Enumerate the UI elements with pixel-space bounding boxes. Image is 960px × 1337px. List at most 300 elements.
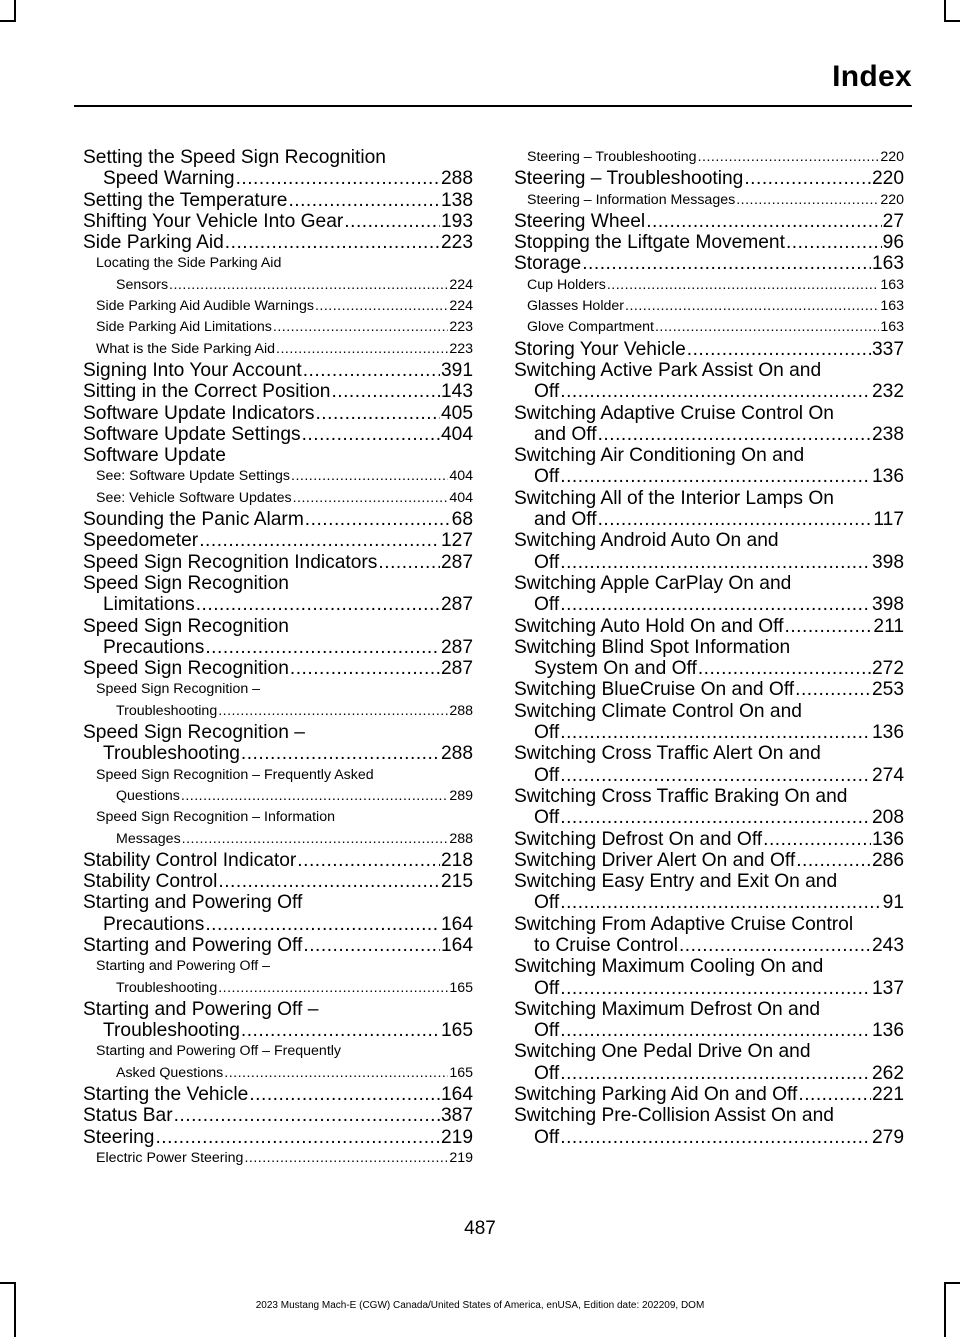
entry-page-number: 219 <box>449 1149 473 1166</box>
entry-page-number: 223 <box>440 232 473 254</box>
dot-leader <box>796 850 871 871</box>
dot-leader <box>244 1148 448 1169</box>
entry-text: Limitations <box>103 594 195 616</box>
entry-text: Locating the Side Parking Aid <box>96 255 282 272</box>
entry-text: Troubleshooting <box>103 1020 240 1042</box>
entry-text: Sounding the Panic Alarm <box>83 509 304 531</box>
entry-text: Stability Control <box>83 871 218 893</box>
entry-page-number: 164 <box>440 1084 473 1106</box>
dot-leader <box>560 552 871 573</box>
index-entry <box>83 722 473 765</box>
dot-leader <box>174 1105 440 1126</box>
entry-page-number: 224 <box>449 276 473 293</box>
entry-page-number: 218 <box>440 849 473 871</box>
entry-text: Starting the Vehicle <box>83 1084 249 1106</box>
dot-leader <box>276 339 448 360</box>
index-entry <box>514 637 904 680</box>
dot-leader <box>305 509 451 530</box>
index-entry <box>83 935 473 956</box>
dot-leader <box>560 1063 871 1084</box>
index-subentry <box>514 317 904 338</box>
index-entry <box>83 232 473 253</box>
entry-text: Switching Android Auto On and <box>514 530 779 552</box>
entry-text: Signing Into Your Account <box>83 359 302 381</box>
entry-text: Speed Sign Recognition – Frequently Asked <box>96 766 374 783</box>
entry-page-number: 164 <box>440 913 473 935</box>
dot-leader <box>241 1020 440 1041</box>
index-entry <box>83 999 473 1042</box>
entry-text: Off <box>534 807 560 829</box>
entry-page-number: 136 <box>871 722 904 744</box>
dot-leader <box>182 829 449 850</box>
entry-page-number: 404 <box>440 423 473 445</box>
entry-page-number: 165 <box>449 979 473 996</box>
entry-page-number: 215 <box>440 871 473 893</box>
entry-text: See: Software Update Settings <box>96 468 291 485</box>
dot-leader <box>181 786 448 807</box>
entry-page-number: 287 <box>440 551 473 573</box>
entry-text: Switching Parking Aid On and Off <box>514 1084 798 1106</box>
dot-leader <box>291 466 448 487</box>
index-entry <box>83 403 473 424</box>
entry-page-number: 286 <box>871 849 904 871</box>
dot-leader <box>607 275 879 296</box>
entry-text: Troubleshooting <box>116 702 218 719</box>
entry-page-number: 127 <box>440 530 473 552</box>
entry-page-number: 262 <box>871 1062 904 1084</box>
entry-text: Off <box>534 1020 560 1042</box>
dot-leader <box>273 317 448 338</box>
dot-leader <box>785 616 873 637</box>
entry-text: System On and Off <box>534 658 697 680</box>
entry-text: Speed Sign Recognition – <box>96 681 261 698</box>
entry-text: What is the Side Parking Aid <box>96 340 276 357</box>
entry-text: Cup Holders <box>527 276 606 293</box>
dot-leader <box>786 232 882 253</box>
dot-leader <box>199 530 440 551</box>
entry-page-number: 337 <box>871 338 904 360</box>
dot-leader <box>763 829 871 850</box>
entry-text: Speed Sign Recognition <box>83 572 289 594</box>
entry-text: Speed Sign Recognition <box>83 615 289 637</box>
entry-text: Glasses Holder <box>527 298 624 315</box>
entry-page-number: 274 <box>871 764 904 786</box>
entry-text: Side Parking Aid <box>83 232 224 254</box>
entry-text: Switching Blind Spot Information <box>514 636 791 658</box>
index-entry <box>514 1105 904 1148</box>
entry-text: Switching BlueCruise On and Off <box>514 679 795 701</box>
entry-page-number: 238 <box>871 423 904 445</box>
dot-leader <box>293 488 449 509</box>
index-entry <box>83 1127 473 1148</box>
entry-text: Software Update Settings <box>83 423 301 445</box>
entry-page-number: 220 <box>871 168 904 190</box>
entry-page-number: 138 <box>440 189 473 211</box>
entry-page-number: 223 <box>449 319 473 336</box>
entry-text: Steering Wheel <box>514 210 646 232</box>
index-entry <box>514 488 904 531</box>
entry-page-number: 287 <box>440 636 473 658</box>
index-column-left <box>83 147 473 1169</box>
page-number: 487 <box>464 1218 496 1239</box>
index-entry <box>514 850 904 871</box>
entry-text: Steering – Troubleshooting <box>527 149 697 165</box>
entry-page-number: 137 <box>871 977 904 999</box>
crop-mark-top-left-horizontal <box>0 20 16 22</box>
index-entry <box>83 850 473 871</box>
index-subentry <box>83 339 473 360</box>
entry-text: Side Parking Aid Audible Warnings <box>96 298 314 315</box>
index-entry <box>83 1105 473 1126</box>
dot-leader <box>679 935 871 956</box>
entry-text: Switching All of the Interior Lamps On <box>514 487 834 509</box>
index-entry <box>83 509 473 530</box>
index-entry <box>514 871 904 914</box>
entry-text: Switching Maximum Defrost On and <box>514 998 821 1020</box>
entry-page-number: 287 <box>440 658 473 680</box>
dot-leader <box>169 275 448 296</box>
entry-page-number: 404 <box>449 468 473 485</box>
index-entry <box>83 381 473 402</box>
entry-text: Troubleshooting <box>116 979 218 996</box>
entry-text: Speed Sign Recognition Indicators <box>83 551 378 573</box>
entry-text: Starting and Powering Off – Frequently <box>96 1043 342 1060</box>
entry-text: Software Update <box>83 445 226 467</box>
index-entry <box>83 892 473 935</box>
entry-page-number: 232 <box>871 381 904 403</box>
crop-mark-top-right-horizontal <box>944 20 960 22</box>
index-entry <box>514 956 904 999</box>
entry-text: Off <box>534 764 560 786</box>
entry-text: and Off <box>534 509 597 531</box>
entry-page-number: 224 <box>449 298 473 315</box>
index-subentry <box>83 296 473 317</box>
entry-text: Off <box>534 892 560 914</box>
entry-text: Setting the Temperature <box>83 189 288 211</box>
index-entry <box>514 232 904 253</box>
index-subentry <box>83 807 473 850</box>
entry-text: Electric Power Steering <box>96 1149 244 1166</box>
entry-text: Switching Cross Traffic Braking On and <box>514 785 848 807</box>
entry-page-number: 164 <box>440 934 473 956</box>
entry-text: Sensors <box>116 276 169 293</box>
entry-page-number: 221 <box>871 1084 904 1106</box>
dot-leader <box>560 1127 871 1148</box>
entry-text: Switching Pre-Collision Assist On and <box>514 1105 834 1127</box>
dot-leader <box>155 1127 440 1148</box>
entry-page-number: 405 <box>440 402 473 424</box>
dot-leader <box>378 552 440 573</box>
entry-text: Asked Questions <box>116 1064 224 1081</box>
index-entry <box>514 1084 904 1105</box>
dot-leader <box>303 935 440 956</box>
index-entry <box>514 786 904 829</box>
index-entry <box>514 701 904 744</box>
entry-text: Steering – Troubleshooting <box>514 168 744 190</box>
dot-leader <box>196 594 440 615</box>
entry-text: Off <box>534 466 560 488</box>
index-subentry <box>83 317 473 338</box>
entry-page-number: 272 <box>871 658 904 680</box>
entry-text: Sitting in the Correct Position <box>83 381 331 403</box>
entry-text: Switching Maximum Cooling On and <box>514 956 824 978</box>
entry-text: Shifting Your Vehicle Into Gear <box>83 210 344 232</box>
header-divider <box>74 105 912 107</box>
entry-text: Starting and Powering Off – <box>96 958 271 975</box>
dot-leader <box>687 339 871 360</box>
index-entry <box>83 190 473 211</box>
dot-leader <box>560 978 871 999</box>
entry-text: Switching Climate Control On and <box>514 700 802 722</box>
index-entry <box>83 147 473 190</box>
page-title: Index <box>832 60 912 93</box>
entry-page-number: 117 <box>873 509 904 531</box>
dot-leader <box>560 892 881 913</box>
dot-leader <box>302 424 440 445</box>
entry-page-number: 288 <box>449 702 473 719</box>
index-entry <box>514 403 904 446</box>
entry-page-number: 288 <box>440 743 473 765</box>
entry-page-number: 391 <box>440 359 473 381</box>
entry-text: Speedometer <box>83 530 199 552</box>
index-subentry <box>514 296 904 317</box>
entry-text: Storing Your Vehicle <box>514 338 686 360</box>
entry-text: Off <box>534 977 560 999</box>
index-entry <box>514 445 904 488</box>
entry-text: and Off <box>534 423 597 445</box>
entry-text: Glove Compartment <box>527 319 654 336</box>
entry-page-number: 288 <box>440 168 473 190</box>
entry-page-number: 223 <box>449 340 473 357</box>
entry-text: Messages <box>116 830 181 847</box>
entry-text: Setting the Speed Sign Recognition <box>83 147 386 168</box>
index-subentry <box>83 488 473 509</box>
entry-text: Steering <box>83 1126 155 1148</box>
entry-page-number: 165 <box>449 1064 473 1081</box>
entry-text: Switching Defrost On and Off <box>514 828 763 850</box>
dot-leader <box>205 637 440 658</box>
dot-leader <box>288 190 440 211</box>
entry-text: Switching Cross Traffic Alert On and <box>514 743 821 765</box>
index-entry <box>514 168 904 189</box>
dot-leader <box>698 658 871 679</box>
crop-mark-bottom-left-horizontal <box>0 1282 16 1284</box>
entry-page-number: 193 <box>440 210 473 232</box>
entry-page-number: 404 <box>449 489 473 506</box>
dot-leader <box>736 190 879 211</box>
entry-page-number: 96 <box>882 232 904 254</box>
entry-text: Starting and Powering Off <box>83 934 303 956</box>
entry-text: Starting and Powering Off <box>83 892 303 914</box>
crop-mark-top-left-vertical <box>14 0 16 22</box>
index-entry <box>514 211 904 232</box>
dot-leader <box>331 381 440 402</box>
index-entry <box>514 253 904 274</box>
entry-page-number: 398 <box>871 551 904 573</box>
entry-text: Switching Auto Hold On and Off <box>514 615 784 637</box>
entry-text: Troubleshooting <box>103 743 240 765</box>
dot-leader <box>297 850 440 871</box>
entry-page-number: 91 <box>882 892 904 914</box>
entry-text: Steering – Information Messages <box>527 191 736 208</box>
index-subentry <box>514 190 904 211</box>
entry-page-number: 163 <box>871 253 904 275</box>
dot-leader <box>236 168 440 189</box>
index-subentry <box>83 1148 473 1169</box>
entry-page-number: 143 <box>440 381 473 403</box>
dot-leader <box>218 871 440 892</box>
entry-text: Switching Apple CarPlay On and <box>514 572 792 594</box>
index-entry <box>83 658 473 679</box>
dot-leader <box>598 509 873 530</box>
entry-text: Starting and Powering Off – <box>83 998 319 1020</box>
index-entry <box>514 914 904 957</box>
dot-leader <box>598 424 871 445</box>
dot-leader <box>315 296 448 317</box>
dot-leader <box>344 211 440 232</box>
entry-page-number: 387 <box>440 1105 473 1127</box>
entry-text: Speed Warning <box>103 168 235 190</box>
entry-text: Side Parking Aid Limitations <box>96 319 272 336</box>
dot-leader <box>798 1084 871 1105</box>
dot-leader <box>744 168 871 189</box>
entry-page-number: 136 <box>871 466 904 488</box>
dot-leader <box>560 381 871 402</box>
entry-page-number: 279 <box>871 1126 904 1148</box>
entry-text: Stopping the Liftgate Movement <box>514 232 785 254</box>
index-subentry <box>83 679 473 722</box>
index-entry <box>514 1041 904 1084</box>
entry-text: Off <box>534 551 560 573</box>
entry-page-number: 136 <box>871 1020 904 1042</box>
dot-leader <box>205 914 440 935</box>
index-subentry <box>83 956 473 999</box>
dot-leader <box>249 1084 440 1105</box>
dot-leader <box>315 403 440 424</box>
index-entry <box>514 829 904 850</box>
dot-leader <box>218 701 448 722</box>
entry-text: Speed Sign Recognition <box>83 658 289 680</box>
dot-leader <box>241 743 440 764</box>
entry-page-number: 220 <box>880 149 904 165</box>
index-subentry <box>83 253 473 296</box>
entry-page-number: 287 <box>440 594 473 616</box>
index-entry <box>83 530 473 551</box>
entry-text: Off <box>534 1062 560 1084</box>
entry-text: Off <box>534 381 560 403</box>
entry-text: Switching One Pedal Drive On and <box>514 1041 811 1063</box>
entry-text: to Cruise Control <box>534 934 678 956</box>
dot-leader <box>646 211 881 232</box>
index-entry <box>83 871 473 892</box>
index-entry <box>514 530 904 573</box>
dot-leader <box>655 317 879 338</box>
entry-text: Switching Adaptive Cruise Control On <box>514 402 834 424</box>
dot-leader <box>290 658 440 679</box>
index-entry <box>83 445 473 466</box>
crop-mark-top-right-vertical <box>944 0 946 22</box>
entry-text: Off <box>534 722 560 744</box>
index-subentry <box>83 765 473 808</box>
index-entry <box>514 999 904 1042</box>
entry-page-number: 165 <box>440 1020 473 1042</box>
dot-leader <box>225 232 440 253</box>
entry-text: Precautions <box>103 913 205 935</box>
entry-text: Switching Active Park Assist On and <box>514 359 822 381</box>
index-column-right <box>514 147 904 1148</box>
dot-leader <box>224 1063 448 1084</box>
entry-text: Status Bar <box>83 1105 173 1127</box>
entry-page-number: 220 <box>880 191 904 208</box>
dot-leader <box>560 1020 871 1041</box>
dot-leader <box>795 679 871 700</box>
index-entry <box>83 1084 473 1105</box>
entry-page-number: 219 <box>440 1126 473 1148</box>
entry-page-number: 27 <box>882 210 904 232</box>
entry-page-number: 398 <box>871 594 904 616</box>
entry-page-number: 136 <box>871 828 904 850</box>
entry-text: Switching From Adaptive Cruise Control <box>514 913 854 935</box>
entry-text: Switching Air Conditioning On and <box>514 445 805 467</box>
entry-page-number: 163 <box>880 319 904 336</box>
index-entry <box>514 679 904 700</box>
entry-page-number: 289 <box>449 787 473 804</box>
index-entry <box>83 211 473 232</box>
index-subentry <box>83 466 473 487</box>
index-subentry <box>83 1041 473 1084</box>
entry-text: Storage <box>514 253 582 275</box>
entry-page-number: 163 <box>880 276 904 293</box>
entry-page-number: 253 <box>871 679 904 701</box>
dot-leader <box>560 466 871 487</box>
index-entry <box>83 616 473 659</box>
index-entry <box>514 616 904 637</box>
dot-leader <box>560 594 871 615</box>
dot-leader <box>560 765 871 786</box>
index-entry <box>83 424 473 445</box>
dot-leader <box>560 807 871 828</box>
dot-leader <box>582 253 871 274</box>
dot-leader <box>218 978 448 999</box>
entry-text: Software Update Indicators <box>83 402 315 424</box>
dot-leader <box>560 722 871 743</box>
entry-text: Off <box>534 1126 560 1148</box>
entry-text: See: Vehicle Software Updates <box>96 489 292 506</box>
entry-text: Speed Sign Recognition – Information <box>96 809 335 826</box>
index-entry <box>83 360 473 381</box>
entry-text: Switching Driver Alert On and Off <box>514 849 796 871</box>
entry-text: Questions <box>116 787 180 804</box>
index-subentry <box>514 275 904 296</box>
footer-edition-info: 2023 Mustang Mach-E (CGW) Canada/United States of America, enUSA, Edition date: 202209, DOM <box>255 1300 705 1311</box>
index-entry <box>514 360 904 403</box>
entry-text: Speed Sign Recognition – <box>83 722 305 744</box>
dot-leader <box>625 296 879 317</box>
entry-text: Off <box>534 594 560 616</box>
entry-page-number: 211 <box>873 615 904 637</box>
index-subentry <box>514 147 904 168</box>
entry-text: Precautions <box>103 636 205 658</box>
dot-leader <box>303 360 440 381</box>
entry-page-number: 243 <box>871 934 904 956</box>
index-entry <box>514 339 904 360</box>
crop-mark-bottom-right-horizontal <box>944 1282 960 1284</box>
entry-page-number: 68 <box>451 509 473 531</box>
dot-leader <box>698 147 880 168</box>
index-entry <box>83 573 473 616</box>
entry-page-number: 163 <box>880 298 904 315</box>
entry-text: Switching Easy Entry and Exit On and <box>514 871 838 893</box>
